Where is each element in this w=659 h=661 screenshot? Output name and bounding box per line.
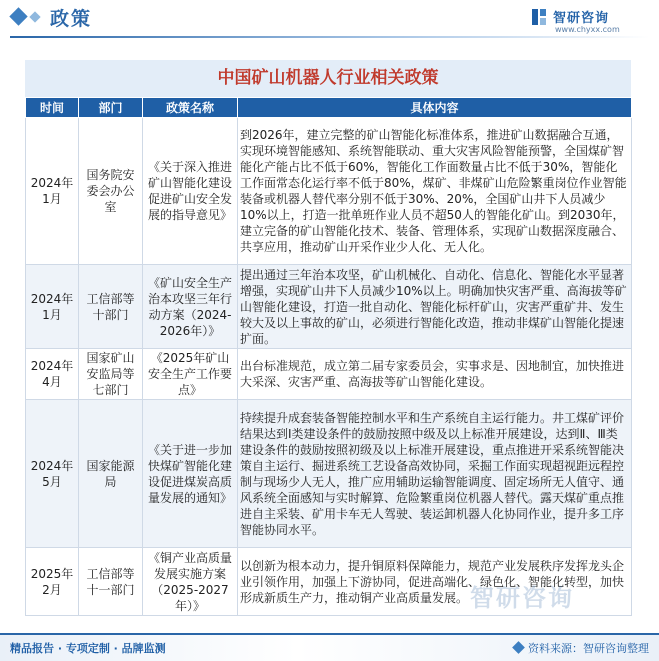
brand <box>485 5 645 35</box>
cell-content: 提出通过三年治本攻坚，矿山机械化、自动化、信息化、智能化水平显著增强，实现矿山井下人员减少10%以上。明确加快灾害严重、高海拔等矿山智能化建设，打造一批自动化、智能化标杆矿山，灾害严重矿井、发生较大及以上事故的矿山，必须进行智能化改造，推动非煤矿山智能化提速扩面。 <box>238 265 632 349</box>
brand-logo-icon <box>531 8 547 26</box>
cell-time: 2024年5月 <box>26 400 79 548</box>
cell-dept: 国务院安委会办公室 <box>79 118 143 265</box>
cell-policy: 《矿山安全生产治本攻坚三年行动方案（2024-2026年）》 <box>143 265 238 349</box>
page-header <box>0 0 659 40</box>
header-divider <box>10 36 649 38</box>
table-row <box>26 349 632 400</box>
diamond-icon <box>9 7 27 25</box>
brand-name: 智研咨询 <box>553 11 610 26</box>
cell-content: 出台标准规范，成立第二届专家委员会，实事求是、因地制宜，加快推进大采深、灾害严重、高海拔等矿山智能化建设。 <box>238 349 632 400</box>
footer-source-text: 资料来源：智研咨询整理 <box>528 642 649 655</box>
header-content: 具体内容 <box>238 98 632 118</box>
diamond-small-icon <box>29 11 40 22</box>
cell-policy: 《2025年矿山安全生产工作要点》 <box>143 349 238 400</box>
header-policy: 政策名称 <box>143 98 238 118</box>
cell-content: 持续提升成套装备智能控制水平和生产系统自主运行能力。井工煤矿评价结果达到Ⅰ类建设条件的鼓励按照中级及以上标准开展建设，达到Ⅱ、Ⅲ类建设条件的鼓励按照初级及以上标准开展建设，重点推进开采系统智能决策自主运行、掘进系统工艺设备高效协同，采掘工作面实现超视距远程控制与现场少人无人，推广应用辅助运输智能调度、固定场所无人值守、通风系统全面感知与实时解算、危险繁重岗位机器人替代。露天煤矿重点推进自主采装、矿用卡车无人驾驶、装运卸机器人化协同作业，提升多工序智能协同水平。 <box>238 400 632 548</box>
table-header-row <box>26 98 632 118</box>
footer-services: 精品报告 · 专项定制 · 品牌监测 <box>10 642 166 655</box>
cell-dept: 工信部等十部门 <box>79 265 143 349</box>
page-title: 政策 <box>50 8 93 30</box>
cell-content: 以创新为根本动力，提升铜原料保障能力，规范产业发展秩序发挥龙头企业引领作用，加强上下游协同，促进高端化、绿色化、智能化转型，加快形成新质生产力，推动铜产业高质量发展。 <box>238 548 632 616</box>
cell-time: 2024年1月 <box>26 118 79 265</box>
page-footer <box>0 633 659 661</box>
policy-panel <box>25 60 631 616</box>
source-icon <box>512 641 525 654</box>
cell-dept: 国家矿山安监局等七部门 <box>79 349 143 400</box>
table-row <box>26 400 632 548</box>
header-time: 时间 <box>26 98 79 118</box>
cell-dept: 工信部等十一部门 <box>79 548 143 616</box>
table-title: 中国矿山机器人行业相关政策 <box>25 60 631 97</box>
cell-time: 2024年4月 <box>26 349 79 400</box>
cell-policy: 《关于深入推进矿山智能化建设促进矿山安全发展的指导意见》 <box>143 118 238 265</box>
cell-policy: 《关于进一步加快煤矿智能化建设促进煤炭高质量发展的通知》 <box>143 400 238 548</box>
table-row <box>26 118 632 265</box>
table-row <box>26 265 632 349</box>
cell-dept: 国家能源局 <box>79 400 143 548</box>
header-dept: 部门 <box>79 98 143 118</box>
policy-table <box>25 97 632 616</box>
cell-content: 到2026年，建立完整的矿山智能化标准体系，推进矿山数据融合互通，实现环境智能感知、系统智能联动、重大灾害风险智能预警，全国煤矿智能化产能占比不低于60%，智能化工作面数量占比不低于30%，智能化工作面常态化运行率不低于80%，煤矿、非煤矿山危险繁重岗位作业智能装备或机器人替代率分别不低于30%、20%，全国矿山井下人员减少10%以上，打造一批单班作业人员不超50人的智能化矿山。到2030年，建立完备的矿山智能化技术、装备、管理体系，实现矿山数据深度融合、共享应用，推动矿山开采作业少人化、无人化。 <box>238 118 632 265</box>
cell-policy: 《铜产业高质量发展实施方案（2025-2027年）》 <box>143 548 238 616</box>
footer-source <box>514 640 649 656</box>
cell-time: 2025年2月 <box>26 548 79 616</box>
cell-time: 2024年1月 <box>26 265 79 349</box>
brand-url: www.chyxx.com <box>555 25 620 34</box>
watermark: 智研咨询 <box>470 584 574 612</box>
